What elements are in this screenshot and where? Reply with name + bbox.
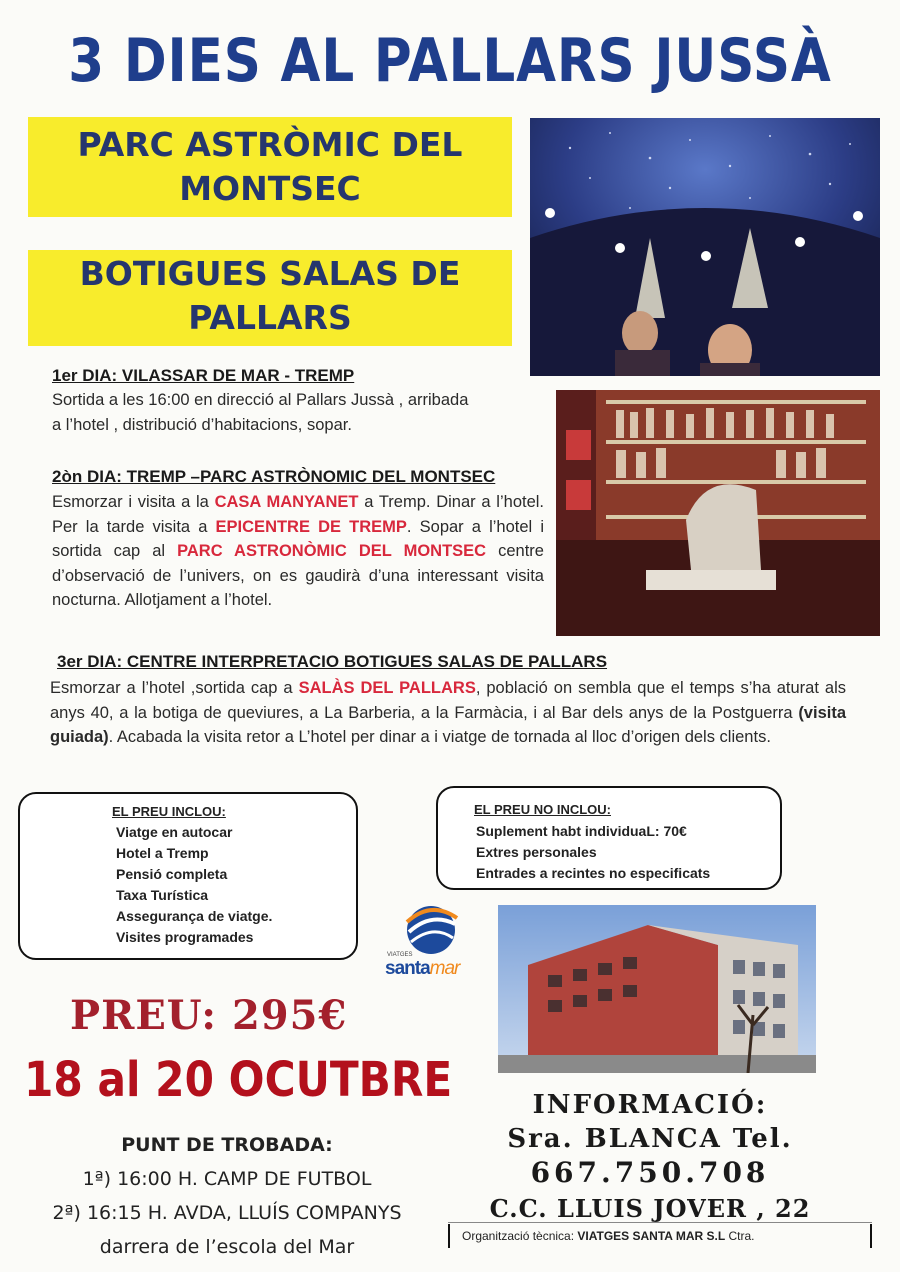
includes-list xyxy=(116,822,272,948)
excludes-item: Entrades a recintes no especificats xyxy=(476,865,711,881)
parc-astronomic-highlight: PARC ASTRONÒMIC DEL MONTSEC xyxy=(177,542,487,560)
day2-text-part: centre d’observació de l’univers, on es gaudirà d’una interessant visita nocturna. Allotjament a l’hotel. xyxy=(52,542,544,609)
excludes-list xyxy=(476,821,710,884)
footer-organizer xyxy=(448,1224,872,1248)
day1-text xyxy=(52,388,542,437)
day3-text-part: Esmorzar a l’hotel ,sortida cap a xyxy=(50,679,299,697)
excludes-item: Suplement habt individuaL: 70€ xyxy=(476,823,687,839)
dates-label: 18 al 20 OCUTBRE xyxy=(24,1052,453,1108)
footer-divider xyxy=(448,1222,872,1223)
banner-line: PALLARS xyxy=(188,298,352,337)
day2-heading: 2òn DIA: TREMP –PARC ASTRÒNOMIC DEL MONTSEC xyxy=(52,467,496,486)
meeting-point-3: darrera de l’escola del Mar xyxy=(99,1236,355,1258)
includes-item: Assegurança de viatge. xyxy=(116,908,273,924)
info-title: INFORMACIÓ: xyxy=(532,1090,768,1120)
excludes-box xyxy=(436,786,782,890)
day1-line: Sortida a les 16:00 en direcció al Pallars Jussà , arribada xyxy=(52,391,469,409)
excludes-heading: EL PREU NO INCLOU: xyxy=(474,802,611,817)
day3-text-part: , població on sembla que el temps s’ha aturat als anys 40, a la botiga de queviures, a La Barberia, a la Farmàcia, i al Bar dels anys de la Postguerra xyxy=(50,679,846,722)
santamar-logo xyxy=(383,902,479,982)
includes-item: Pensió completa xyxy=(116,866,228,882)
banner-line: PARC ASTRÒMIC DEL xyxy=(77,125,463,164)
meeting-point-1: 1ª) 16:00 H. CAMP DE FUTBOL xyxy=(82,1168,372,1190)
footer-org: VIATGES SANTA MAR S.L xyxy=(577,1229,726,1243)
day2-text-part: . Sopar a l’hotel i sortida cap al xyxy=(52,517,545,560)
hotel-photo xyxy=(498,905,816,1073)
salas-highlight: SALÀS DEL PALLARS xyxy=(298,679,476,697)
info-address: C.C. LLUIS JOVER , 22 xyxy=(489,1194,811,1223)
day2-text xyxy=(52,490,544,613)
day3-heading: 3er DIA: CENTRE INTERPRETACIO BOTIGUES SALAS DE PALLARS xyxy=(57,652,608,671)
info-contact: Sra. BLANCA Tel. xyxy=(507,1124,793,1154)
info-phone: 667.750.708 xyxy=(530,1156,770,1189)
day3-text xyxy=(50,676,846,750)
banner-line: MONTSEC xyxy=(179,169,361,208)
logo-small-text: VIATGES xyxy=(387,952,413,958)
includes-item: Hotel a Tremp xyxy=(116,845,209,861)
includes-item: Visites programades xyxy=(116,929,254,945)
visita-guiada: (visita guiada) xyxy=(50,703,846,746)
day1-line: a l’hotel , distribució d’habitacions, sopar. xyxy=(52,415,352,434)
includes-item: Viatge en autocar xyxy=(116,824,233,840)
globe-icon xyxy=(383,902,479,958)
banner-botigues-salas xyxy=(28,250,512,346)
footer-tail: Ctra. xyxy=(725,1229,755,1243)
banner-line: BOTIGUES SALAS DE xyxy=(79,254,461,293)
logo-brand-b: mar xyxy=(429,958,460,979)
includes-item: Taxa Turística xyxy=(116,887,209,903)
banner-parc-astronomic xyxy=(28,117,512,217)
epicentre-highlight: EPICENTRE DE TREMP xyxy=(215,517,407,536)
logo-brand xyxy=(385,958,459,980)
excludes-item: Extres personales xyxy=(476,844,597,860)
day3-text-part: . Acabada la visita retor a L’hotel per dinar a i viatge de tornada al lloc d’origen dels clients. xyxy=(108,728,771,746)
planetarium-photo xyxy=(530,118,880,376)
day2-text-part: Esmorzar i visita a la xyxy=(52,493,215,511)
price-label: PREU: 295€ xyxy=(70,992,348,1039)
footer-label: Organització tècnica: xyxy=(462,1229,578,1243)
meeting-title: PUNT DE TROBADA: xyxy=(121,1134,333,1156)
info-block xyxy=(440,1088,860,1228)
meeting-point-2: 2ª) 16:15 H. AVDA, LLUÍS COMPANYS xyxy=(52,1202,402,1224)
day2-text-part: a Tremp. Dinar a l’hotel. Per la tarde visita a xyxy=(52,493,545,536)
casa-manyanet-highlight: CASA MANYANET xyxy=(214,493,359,511)
page-title: 3 DIES AL PALLARS JUSSÀ xyxy=(68,26,832,96)
logo-brand-a: santa xyxy=(385,958,430,979)
day1-heading: 1er DIA: VILASSAR DE MAR - TREMP xyxy=(52,366,355,385)
includes-box xyxy=(18,792,358,960)
meeting-point xyxy=(0,1128,454,1264)
includes-heading: EL PREU INCLOU: xyxy=(112,804,226,819)
shop-photo xyxy=(556,390,880,636)
